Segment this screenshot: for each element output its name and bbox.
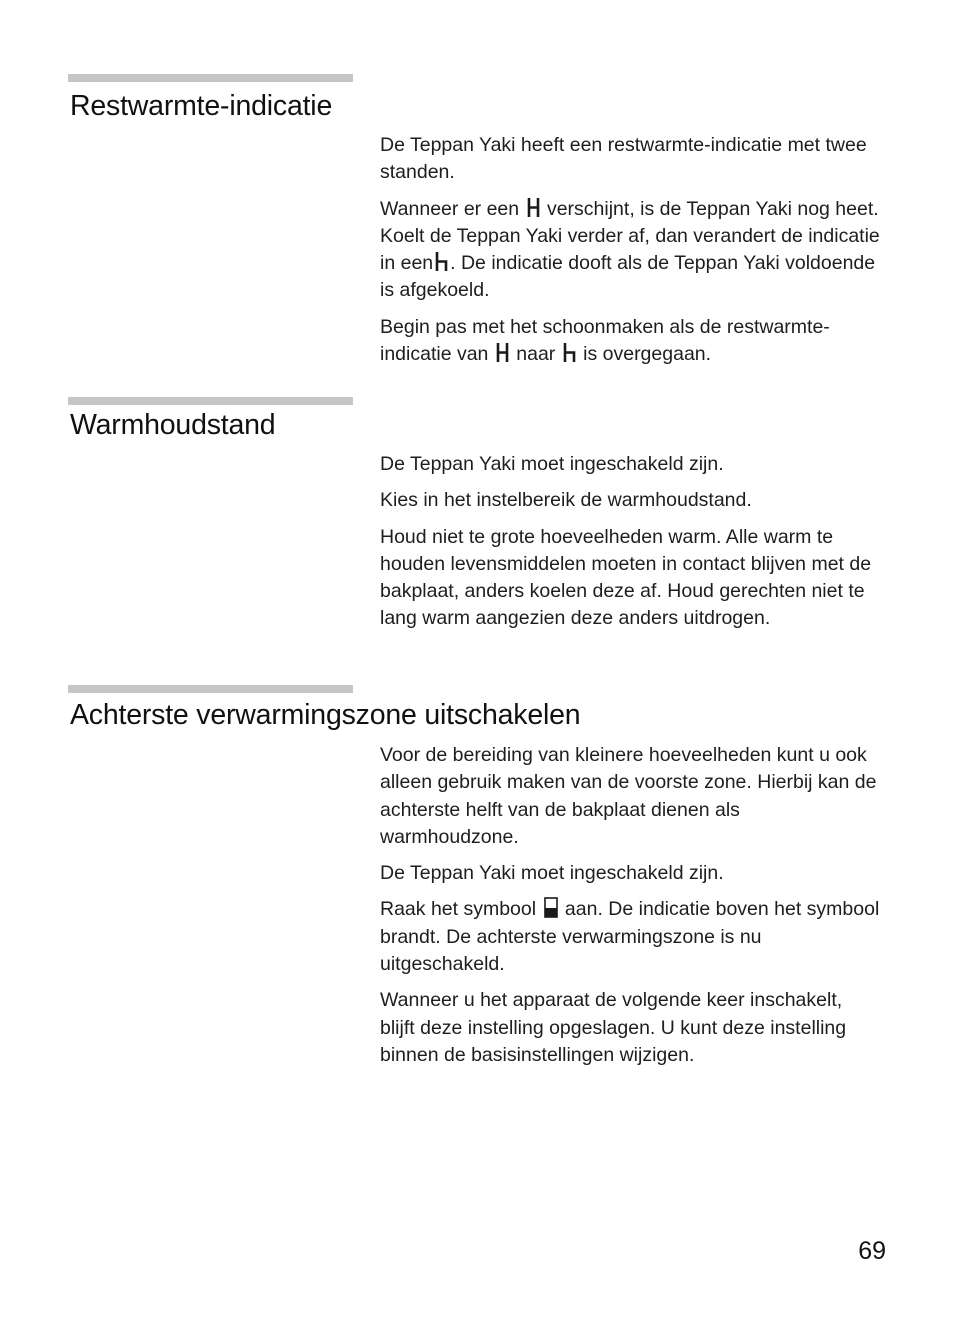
residual-heat-high-icon — [527, 197, 540, 218]
text: is overgegaan. — [583, 343, 712, 366]
paragraph: De Teppan Yaki moet ingeschakeld zijn. — [380, 453, 724, 475]
text: aan. De indicatie boven het symbool brandt. De achterste verwarmingszone is nu uitgeschakeld. — [380, 898, 880, 976]
section-divider — [68, 397, 353, 405]
text: . De indicatie dooft als de Teppan Yaki voldoende is afgekoeld. — [380, 252, 876, 302]
paragraph: Voor de bereiding van kleinere hoeveelheden kunt u ook alleen gebruik maken van de voorste zone. Hierbij kan de achterste helft van de bakplaat dienen als warmhoudzone. — [380, 744, 877, 848]
section-divider — [68, 685, 353, 693]
heading-achterste-verwarmingszone: Achterste verwarmingszone uitschakelen — [70, 699, 581, 731]
section-body-warmhoudstand — [380, 451, 880, 642]
section-divider — [68, 74, 353, 82]
text: Raak het symbool — [380, 898, 537, 921]
paragraph — [380, 196, 880, 305]
text: verschijnt, is de Teppan Yaki nog heet. Koelt de Teppan Yaki verder af, dan verandert de indicatie in een — [380, 197, 880, 275]
heading-restwarmte-indicatie: Restwarmte-indicatie — [70, 90, 333, 122]
heading-warmhoudstand: Warmhoudstand — [70, 409, 276, 441]
text: naar — [516, 343, 556, 366]
section-body-restwarmte — [380, 132, 880, 377]
paragraph — [380, 896, 880, 978]
page-number: 69 — [858, 1237, 886, 1265]
paragraph: De Teppan Yaki heeft een restwarmte-indicatie met twee standen. — [380, 134, 867, 184]
paragraph: Houd niet te grote hoeveelheden warm. Alle warm te houden levensmiddelen moeten in contact blijven met de bakplaat, anders koelen deze af. Houd gerechten niet te lang warm aangezien deze anders uitdrogen. — [380, 525, 872, 630]
paragraph: De Teppan Yaki moet ingeschakeld zijn. — [380, 862, 724, 885]
paragraph — [380, 314, 880, 369]
text: Wanneer er een — [380, 197, 520, 220]
text: Begin pas met het schoonmaken als de restwarmte-indicatie van — [380, 315, 830, 366]
paragraph: Wanneer u het apparaat de volgende keer inschakelt, blijft deze instelling opgeslagen. U kunt deze instelling binnen de basisinstellingen wijzigen. — [380, 989, 847, 1066]
paragraph: Kies in het instelbereik de warmhoudstand. — [380, 489, 752, 512]
residual-heat-low-icon — [563, 342, 576, 363]
residual-heat-high-icon — [496, 342, 509, 363]
section-body-achterste-zone — [380, 742, 880, 1078]
residual-heat-low-icon — [435, 251, 448, 272]
rear-zone-off-icon — [544, 897, 558, 918]
